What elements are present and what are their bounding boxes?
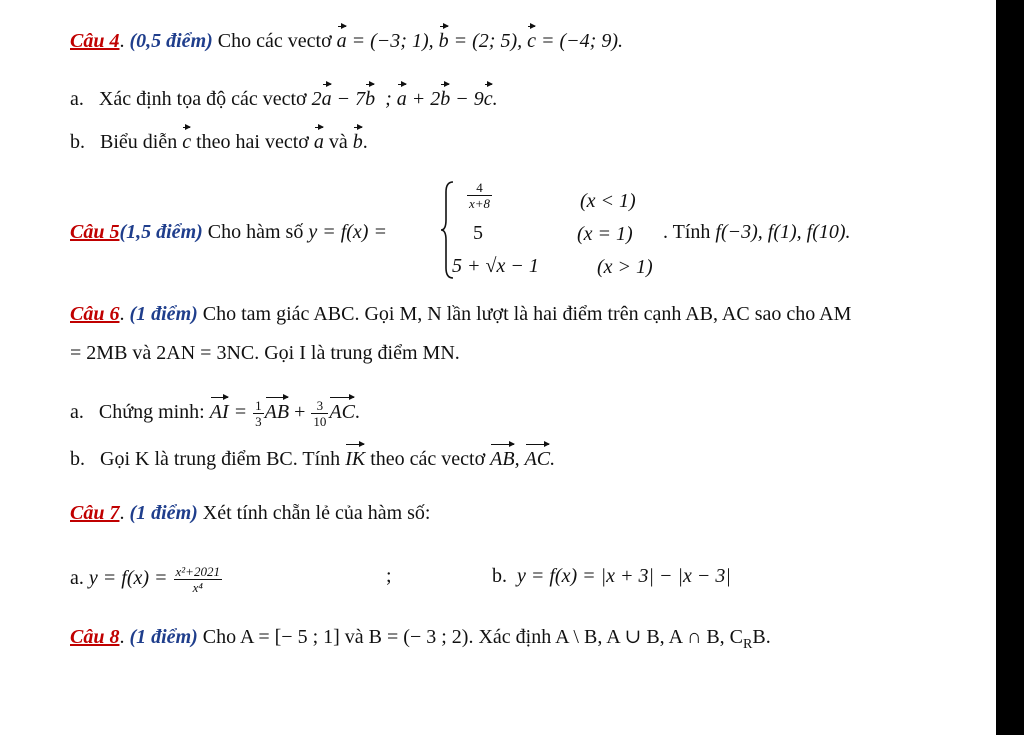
- q6b-text: Gọi K là trung điểm BC. Tính: [100, 448, 341, 470]
- piece3-value: 5 + √x − 1: [452, 255, 539, 277]
- q7a-line: a. y = f(x) = $\frac{\text{x²+2021}}{\text{x⁴}}$: [70, 564, 220, 595]
- q5-tail: . Tính f(−3), f(1), f(10).: [663, 221, 851, 243]
- q6a-text: Chứng minh:: [98, 401, 205, 424]
- q4a-text: Xác định tọa độ các vectơ: [98, 88, 307, 110]
- q6a-sub: a.: [70, 401, 84, 424]
- q6-line1: Câu 6. (1 điểm) Cho tam giác ABC. Gọi M, N lần lượt là hai điểm trên cạnh AB, AC sao cho AM: [70, 303, 852, 325]
- q7-text: Xét tính chẵn lẻ của hàm số:: [202, 502, 431, 524]
- q7-line: Câu 7. (1 điểm) Xét tính chẵn lẻ của hàm số:: [70, 502, 431, 524]
- q6b-text2: theo các vectơ: [370, 448, 486, 470]
- q8-points: (1 điểm): [129, 626, 198, 648]
- q4b-text2: theo hai vectơ: [196, 131, 309, 153]
- q4b-text1: Biểu diễn: [100, 131, 178, 153]
- q6-line2: = 2MB và 2AN = 3NC. Gọi I là trung điểm MN.: [70, 342, 460, 364]
- q6-label: Câu 6: [70, 303, 120, 325]
- piece2-cond: (x = 1): [577, 223, 633, 245]
- q7-points: (1 điểm): [129, 502, 198, 524]
- q7-label: Câu 7: [70, 502, 120, 524]
- q7a-sub: a.: [70, 567, 84, 590]
- q8-line: Câu 8. (1 điểm) Cho A = [− 5 ; 1] và B = (− 3 ; 2). Xác định A \ B, A ∪ B, A ∩ B, $C_RB$.: [70, 626, 771, 652]
- q4a-line: a. Xác định tọa độ các vectơ 2a − 7b ; a + 2b − 9c.: [70, 88, 498, 110]
- q5-text: Cho hàm số: [207, 221, 304, 243]
- q5-label: Câu 5: [70, 221, 120, 243]
- piece1-cond: (x < 1): [580, 190, 636, 212]
- q4b-and: và: [328, 131, 348, 153]
- q4-label: Câu 4: [70, 30, 120, 52]
- q5-line: Câu 5(1,5 điểm) Cho hàm số y = f(x) =: [70, 221, 387, 243]
- q4b-line: b. Biểu diễn c theo hai vectơ a và b.: [70, 131, 368, 153]
- q5-points: (1,5 điểm): [119, 221, 203, 243]
- q8-text: Cho A = [− 5 ; 1] và B = (− 3 ; 2). Xác định A \ B, A ∪ B, A ∩ B, C: [202, 626, 744, 648]
- q8-subscript: R: [743, 637, 753, 652]
- q6-points: (1 điểm): [129, 303, 198, 325]
- q7b-line: b. y = f(x) = |x + 3| − |x − 3|: [492, 565, 731, 587]
- q4-line: Câu 4. (0,5 điểm) Cho các vectơ a = (−3; 1), b = (2; 5), c = (−4; 9).: [70, 30, 623, 52]
- q8-label: Câu 8: [70, 626, 120, 648]
- piece1-value: $\frac{4}{x+8}$: [469, 180, 491, 211]
- right-edge-bar: [996, 0, 1024, 735]
- q6b-line: b. Gọi K là trung điểm BC. Tính IK theo các vectơ AB, AC.: [70, 448, 556, 470]
- piece2-value: 5: [473, 222, 483, 244]
- q4-points: (0,5 điểm): [129, 30, 213, 52]
- piece3-cond: (x > 1): [597, 256, 653, 278]
- q6a-line: a. Chứng minh: AI = $\frac{1}{3}$ AB + $\frac{3}{10}$ AC.: [70, 398, 360, 429]
- q6-text1: Cho tam giác ABC. Gọi M, N lần lượt là hai điểm trên cạnh AB, AC sao cho AM: [202, 303, 852, 325]
- q4b-sub: b.: [70, 131, 85, 153]
- q4-text: Cho các vectơ: [217, 30, 332, 52]
- q4a-sub: a.: [70, 88, 84, 110]
- q6b-sub: b.: [70, 448, 85, 470]
- q8-tail: B.: [752, 626, 771, 648]
- q7-separator: ;: [386, 565, 392, 587]
